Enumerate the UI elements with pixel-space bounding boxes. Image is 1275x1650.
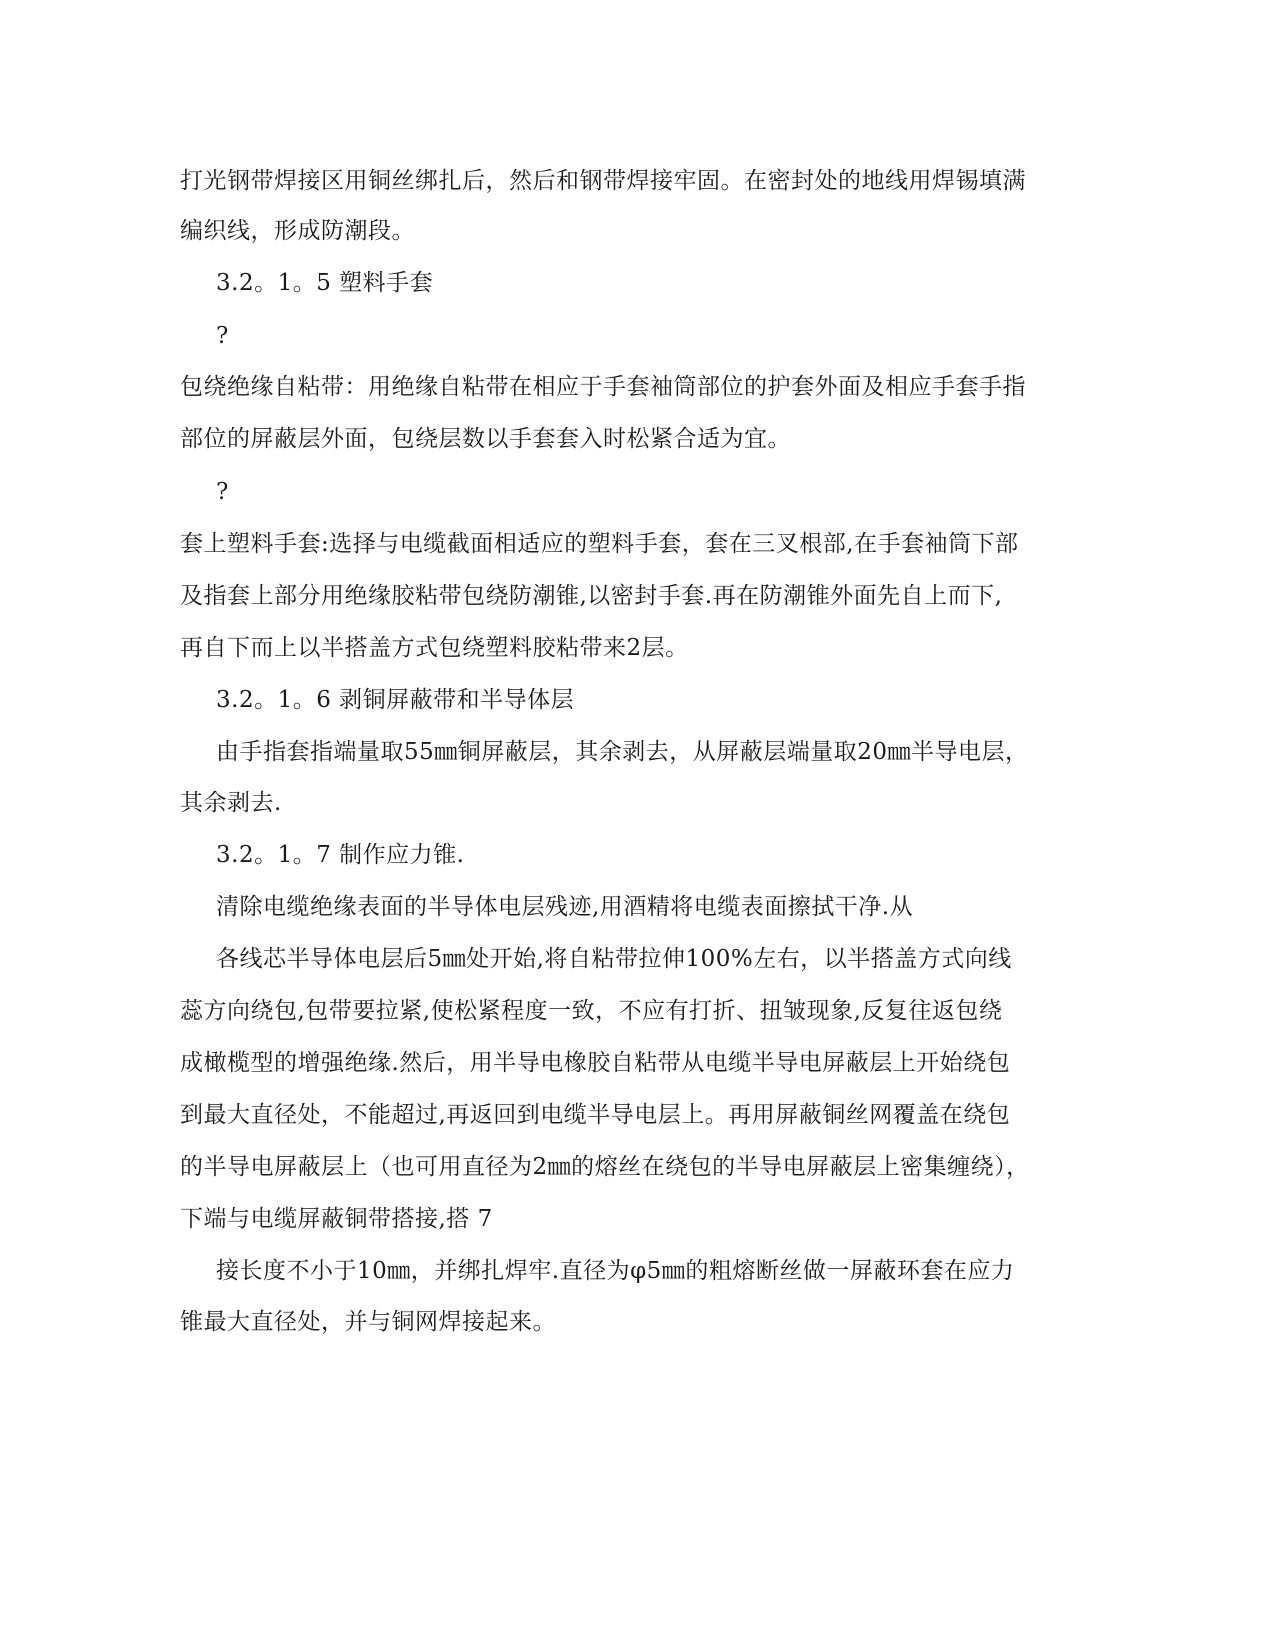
paragraph-line: 部位的屏蔽层外面，包绕层数以手套套入时松紧合适为宜。 [180,426,791,452]
paragraph-line: 下端与电缆屏蔽铜带搭接,搭 7 [180,1206,493,1232]
paragraph-line: ? [216,479,229,505]
paragraph-line: 的半导电屏蔽层上（也可用直径为2㎜的熔丝在绕包的半导电屏蔽层上密集缠绕）， [180,1154,1030,1180]
paragraph-line: 套上塑料手套:选择与电缆截面相适应的塑料手套，套在三叉根部,在手套袖筒下部 [180,531,1019,557]
paragraph-line: ? [216,323,229,349]
paragraph-line: 成橄榄型的增强绝缘.然后，用半导电橡胶自粘带从电缆半导电屏蔽层上开始绕包 [180,1050,1011,1076]
paragraph-line: 清除电缆绝缘表面的半导体电层残迹,用酒精将电缆表面擦拭干净.从 [216,894,914,920]
paragraph-line: 再自下而上以半搭盖方式包绕塑料胶粘带来2层。 [180,635,689,661]
paragraph-line: 编织线，形成防潮段。 [180,218,415,244]
paragraph-line: 到最大直径处，不能超过,再返回到电缆半导电层上。再用屏蔽铜丝网覆盖在绕包 [180,1102,1011,1128]
paragraph-line: 其余剥去. [180,790,282,816]
paragraph-line: 打光钢带焊接区用铜丝绑扎后，然后和钢带焊接牢固。在密封处的地线用焊锡填满 [180,168,1026,194]
paragraph-line: 各线芯半导体电层后5㎜处开始,将自粘带拉伸100%左右，以半搭盖方式向线 [216,946,1012,972]
paragraph-line: 及指套上部分用绝缘胶粘带包绕防潮锥,以密封手套.再在防潮锥外面先自上而下, [180,583,1003,609]
paragraph-line: 蕊方向绕包,包带要拉紧,使松紧程度一致，不应有打折、扭皱现象,反复往返包绕 [180,998,1003,1024]
section-heading: 3.2。1。7 制作应力锥. [216,842,465,868]
paragraph-line: 由手指套指端量取55㎜铜屏蔽层，其余剥去，从屏蔽层端量取20㎜半导电层， [216,739,1029,765]
paragraph-line: 包绕绝缘自粘带：用绝缘自粘带在相应于手套袖筒部位的护套外面及相应手套手指 [180,374,1026,400]
paragraph-line: 锥最大直径处，并与铜网焊接起来。 [180,1309,556,1335]
section-heading: 3.2。1。6 剥铜屏蔽带和半导体层 [216,687,575,713]
section-heading: 3.2。1。5 塑料手套 [216,270,434,296]
paragraph-line: 接长度不小于10㎜，并绑扎焊牢.直径为φ5㎜的粗熔断丝做一屏蔽环套在应力 [216,1258,1015,1284]
